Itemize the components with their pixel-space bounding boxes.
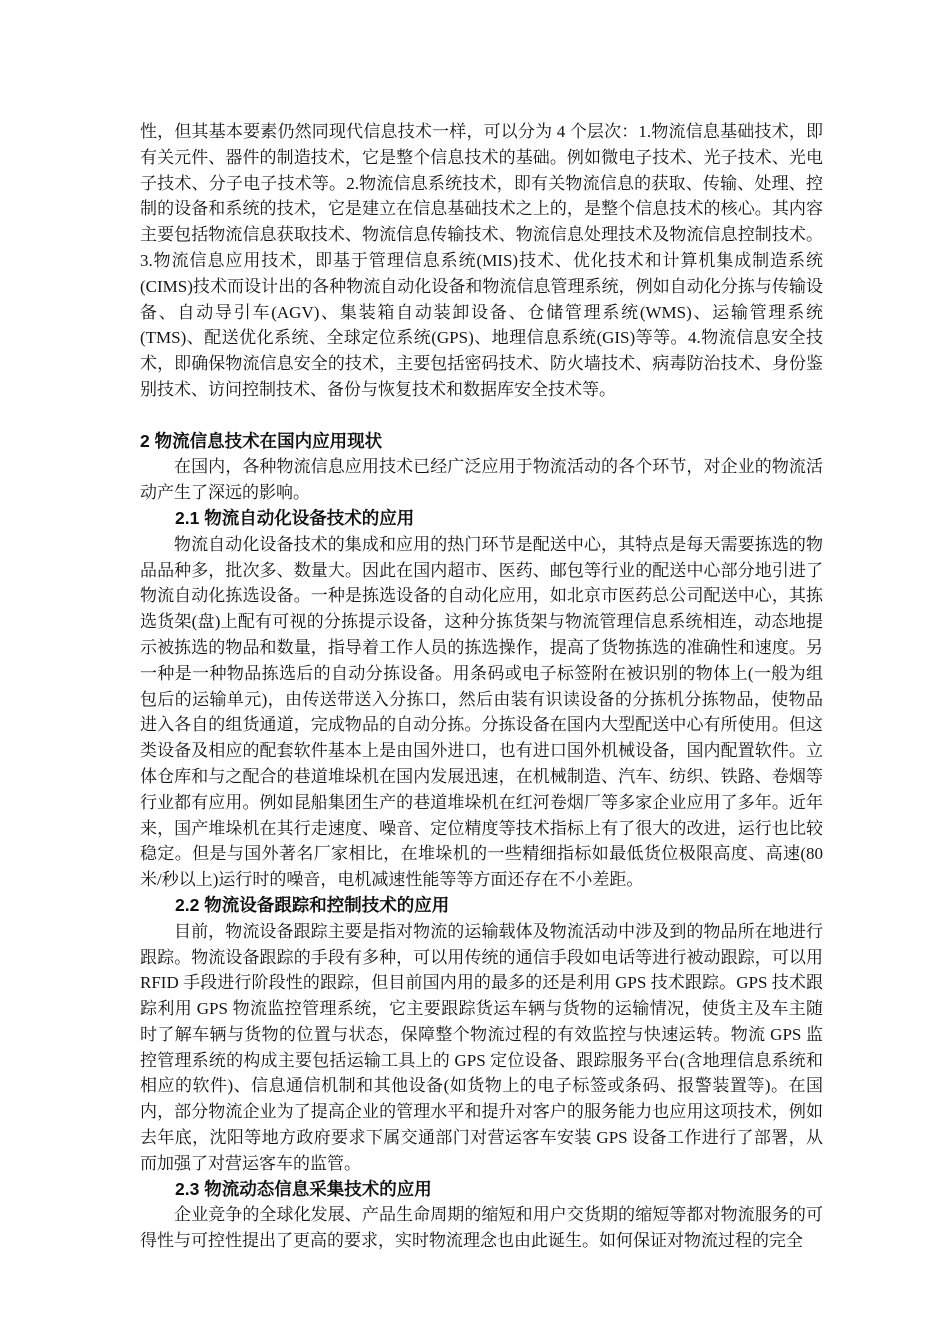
document-content bbox=[140, 119, 823, 1254]
section-2-1-paragraph: 物流自动化设备技术的集成和应用的热门环节是配送中心，其特点是每天需要拣选的物品品种多，批次多、数量大。因此在国内超市、医药、邮包等行业的配送中心部分地引进了物流自动化拣选设备。一种是拣选设备的自动化应用，如北京市医药总公司配送中心，其拣选货架(盘)上配有可视的分拣提示设备，这种分拣货架与物流管理信息系统相连，动态地提示被拣选的物品和数量，指导着工作人员的拣选操作，提高了货物拣选的准确性和速度。另一种是一种物品拣选后的自动分拣设备。用条码或电子标签附在被识别的物体上(一般为组包后的运输单元)，由传送带送入分拣口，然后由装有识读设备的分拣机分拣物品，使物品进入各自的组货通道，完成物品的自动分拣。分拣设备在国内大型配送中心有所使用。但这类设备及相应的配套软件基本上是由国外进口，也有进口国外机械设备，国内配置软件。立体仓库和与之配合的巷道堆垛机在国内发展迅速，在机械制造、汽车、纺织、铁路、卷烟等行业都有应用。例如昆船集团生产的巷道堆垛机在红河卷烟厂等多家企业应用了多年。近年来，国产堆垛机在其行走速度、噪音、定位精度等技术指标上有了很大的改进，运行也比较稳定。但是与国外著名厂家相比，在堆垛机的一些精细指标如最低货位极限高度、高速(80 米/秒以上)运行时的噪音，电机减速性能等等方面还存在不小差距。 bbox=[140, 534, 823, 890]
section-2-3-paragraph: 企业竞争的全球化发展、产品生命周期的缩短和用户交货期的缩短等都对物流服务的可得性与可控性提出了更高的要求，实时物流理念也由此诞生。如何保证对物流过程的完全 bbox=[140, 1205, 823, 1251]
section-2-1-heading: 2.1 物流自动化设备技术的应用 bbox=[175, 507, 415, 528]
section-2-3-heading: 2.3 物流动态信息采集技术的应用 bbox=[175, 1178, 432, 1199]
section-2-2-paragraph: 目前，物流设备跟踪主要是指对物流的运输载体及物流活动中涉及到的物品所在地进行跟踪。物流设备跟踪的手段有多种，可以用传统的通信手段如电话等进行被动跟踪，可以用 RFID 手段进行阶段性的跟踪，但目前国内用的最多的还是利用 GPS 技术跟踪。GPS 技术跟踪利用 GPS 物流监控管理系统，它主要跟踪货运车辆与货物的运输情况，使货主及车主随时了解车辆与货物的位置与状态，保障整个物流过程的有效监控与快速运转。物流 GPS 监控管理系统的构成主要包括运输工具上的 GPS 定位设备、跟踪服务平台(含地理信息系统和相应的软件)、信息通信机制和其他设备(如货物上的电子标签或条码、报警装置等)。在国内，部分物流企业为了提高企业的管理水平和提升对客户的服务能力也应用这项技术，例如去年底，沈阳等地方政府要求下属交通部门对营运客车安装 GPS 设备工作进行了部署，从而加强了对营运客车的监管。 bbox=[140, 921, 823, 1173]
blank-line-spacer bbox=[140, 403, 823, 429]
continuation-paragraph: 性，但其基本要素仍然同现代信息技术一样，可以分为 4 个层次：1.物流信息基础技术，即有关元件、器件的制造技术，它是整个信息技术的基础。例如微电子技术、光子技术、光电子技术、分子电子技术等。2.物流信息系统技术，即有关物流信息的获取、传输、处理、控制的设备和系统的技术，它是建立在信息基础技术之上的，是整个信息技术的核心。其内容主要包括物流信息获取技术、物流信息传输技术、物流信息处理技术及物流信息控制技术。3.物流信息应用技术，即基于管理信息系统(MIS)技术、优化技术和计算机集成制造系统(CIMS)技术而设计出的各种物流自动化设备和物流信息管理系统，例如自动化分拣与传输设备、自动导引车(AGV)、集装箱自动装卸设备、仓储管理系统(WMS)、运输管理系统(TMS)、配送优化系统、全球定位系统(GPS)、地理信息系统(GIS)等等。4.物流信息安全技术，即确保物流信息安全的技术，主要包括密码技术、防火墙技术、病毒防治技术、身份鉴别技术、访问控制技术、备份与恢复技术和数据库安全技术等。 bbox=[140, 122, 823, 399]
section-2-intro-paragraph: 在国内，各种物流信息应用技术已经广泛应用于物流活动的各个环节，对企业的物流活动产生了深远的影响。 bbox=[140, 457, 823, 503]
section-2-heading: 2 物流信息技术在国内应用现状 bbox=[140, 430, 383, 451]
section-2-2-heading: 2.2 物流设备跟踪和控制技术的应用 bbox=[175, 894, 450, 915]
